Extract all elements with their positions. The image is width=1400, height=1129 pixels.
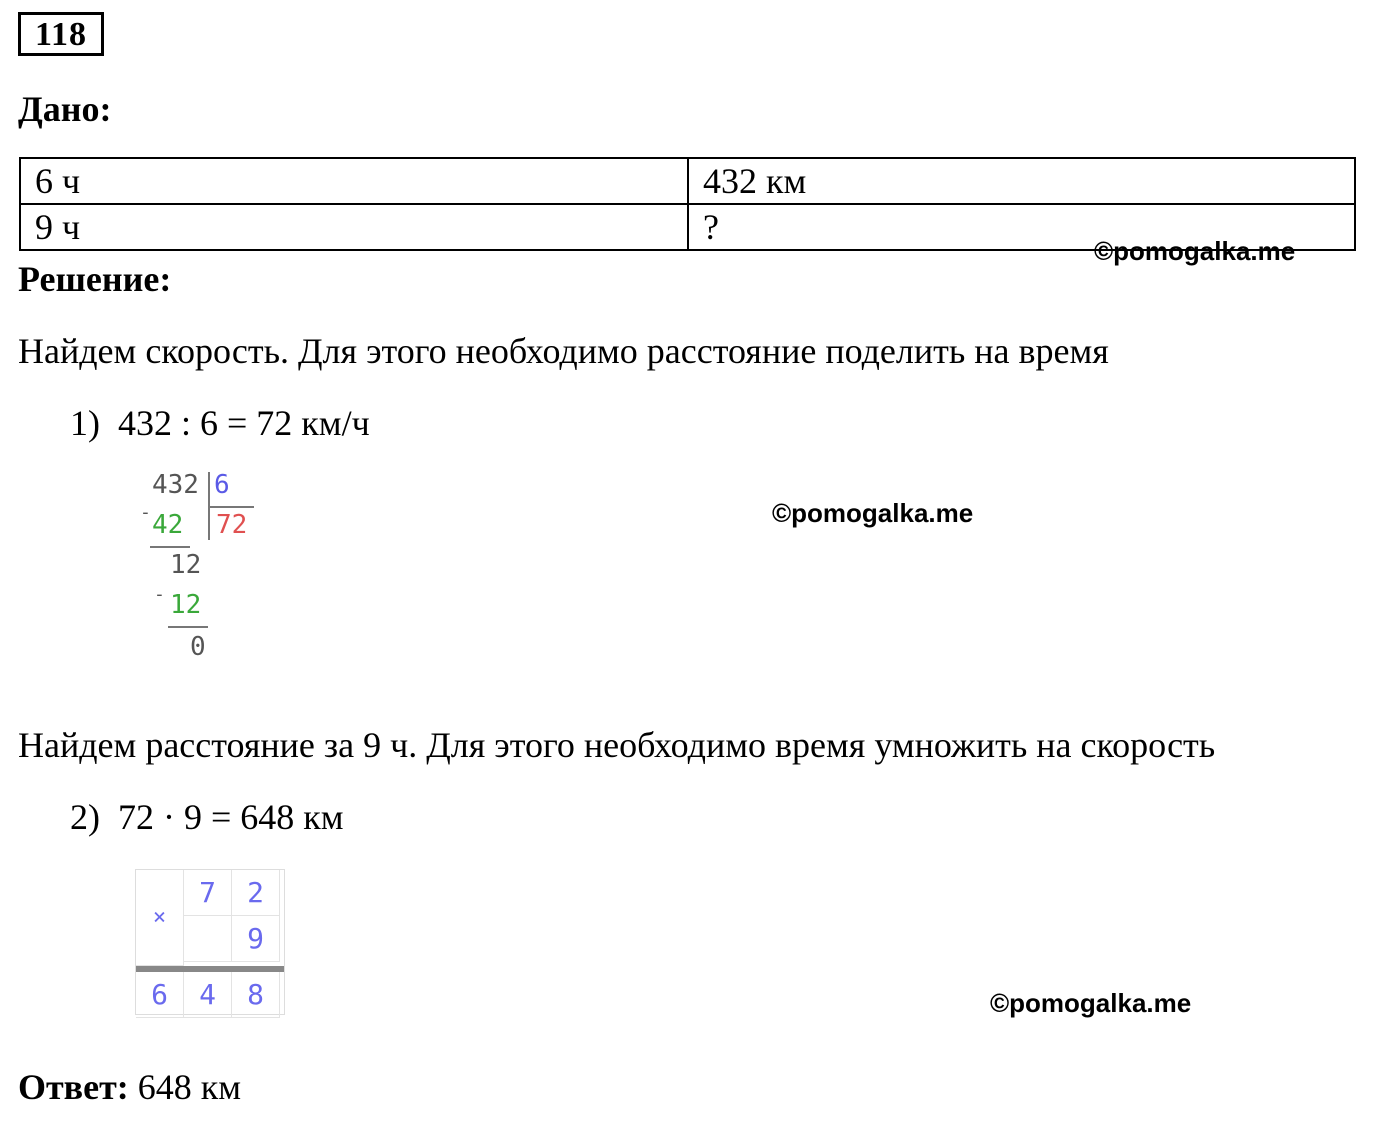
- paragraph-speed: Найдем скорость. Для этого необходимо расстояние поделить на время: [18, 331, 1109, 371]
- remainder-1: 12: [170, 550, 202, 580]
- step-2: [70, 796, 344, 838]
- table-cell: 432 км: [688, 158, 1355, 204]
- subtraction-line: [168, 626, 208, 628]
- table-cell: 6 ч: [20, 158, 688, 204]
- watermark: ©pomogalka.me: [772, 498, 974, 528]
- step-expression: 432 : 6 = 72 км/ч: [118, 403, 370, 443]
- watermark: ©pomogalka.me: [1094, 236, 1296, 266]
- product-digit: 4: [184, 972, 232, 1018]
- answer-label: Ответ:: [18, 1067, 129, 1107]
- multiplicand-digit: 7: [184, 870, 232, 916]
- answer: [18, 1066, 241, 1108]
- long-division: [140, 468, 270, 668]
- paragraph-distance: Найдем расстояние за 9 ч. Для этого необходимо время умножить на скорость: [18, 725, 1216, 765]
- step-number: 2): [70, 797, 100, 837]
- subtraction-line: [150, 546, 190, 548]
- subtrahend-2: 12: [170, 590, 202, 620]
- table-cell: ?: [688, 204, 1355, 250]
- table-row: [20, 158, 1355, 204]
- final-remainder: 0: [190, 632, 206, 662]
- given-heading: Дано:: [18, 89, 112, 129]
- empty-cell: [184, 916, 232, 962]
- subtrahend-1: 42: [152, 510, 184, 540]
- answer-value: 648 км: [137, 1067, 242, 1107]
- multiplier-digit: 9: [232, 916, 280, 962]
- product-digit: 6: [136, 972, 184, 1018]
- watermark: ©pomogalka.me: [990, 988, 1192, 1018]
- minus-sign: -: [140, 502, 151, 523]
- minus-sign: -: [154, 584, 165, 605]
- multiplicand-digit: 2: [232, 870, 280, 916]
- step-number: 1): [70, 403, 100, 443]
- multiply-sign: ×: [136, 870, 184, 966]
- step-expression: 72 · 9 = 648 км: [118, 797, 344, 837]
- dividend: 432: [152, 470, 199, 500]
- divisor: 6: [214, 470, 230, 500]
- division-horizontal-line: [208, 506, 254, 508]
- product-digit: 8: [232, 972, 280, 1018]
- quotient: 72: [216, 510, 248, 540]
- step-1: [70, 402, 370, 444]
- solution-heading: Решение:: [18, 259, 172, 299]
- table-cell: 9 ч: [20, 204, 688, 250]
- multiplication-grid: [135, 869, 285, 1015]
- task-number: 118: [18, 12, 104, 56]
